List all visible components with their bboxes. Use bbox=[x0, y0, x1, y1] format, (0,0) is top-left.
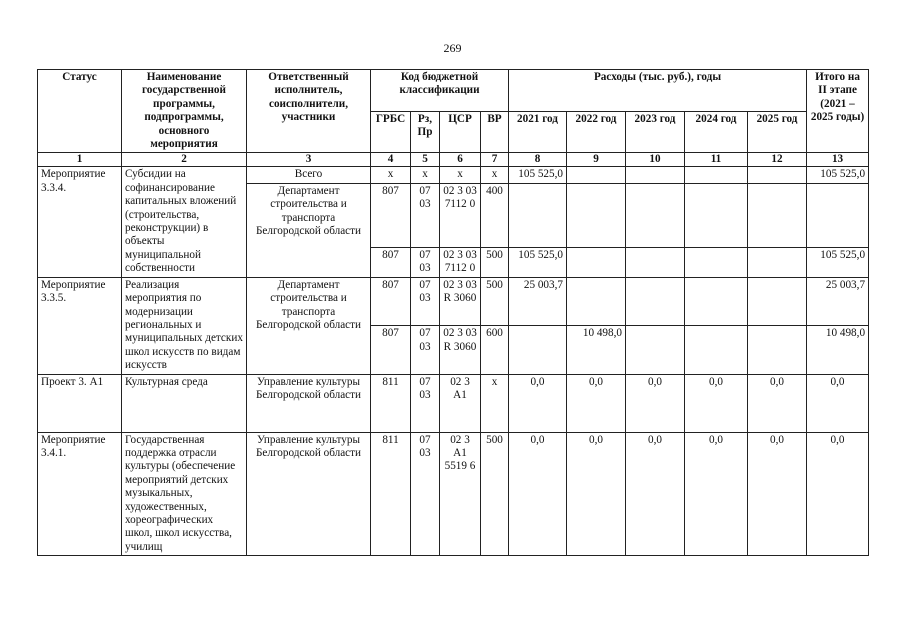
table-row bbox=[38, 167, 869, 183]
cell-rzpr: 07 03 bbox=[411, 183, 440, 247]
row-name: Субсидии на софинансирование капитальных вложений (строительства, реконструкции) в объекты муниципальной собственности bbox=[122, 167, 247, 277]
cell-rzpr: 07 03 bbox=[411, 277, 440, 325]
cell-2025 bbox=[748, 277, 807, 325]
header-rzpr: Рз, Пр bbox=[411, 111, 440, 153]
cell-csr: 02 3 03 7112 0 bbox=[440, 183, 481, 247]
cell-csr: 02 3 03 7112 0 bbox=[440, 247, 481, 277]
cell-csr: х bbox=[440, 167, 481, 183]
cell-2021: 105 525,0 bbox=[509, 167, 567, 183]
cell-grbs: 811 bbox=[371, 432, 411, 556]
cell-grbs: 807 bbox=[371, 326, 411, 374]
header-csr: ЦСР bbox=[440, 111, 481, 153]
header-2021: 2021 год bbox=[509, 111, 567, 153]
col-num: 7 bbox=[481, 153, 509, 167]
row-executor: Департамент строительства и транспорта Белгородской области bbox=[247, 183, 371, 277]
cell-2021: 105 525,0 bbox=[509, 247, 567, 277]
cell-total: 10 498,0 bbox=[807, 326, 869, 374]
col-num: 6 bbox=[440, 153, 481, 167]
header-budget-code: Код бюджетной классификации bbox=[371, 70, 509, 112]
cell-2025 bbox=[748, 183, 807, 247]
col-num: 4 bbox=[371, 153, 411, 167]
cell-vr: 600 bbox=[481, 326, 509, 374]
header-grbs: ГРБС bbox=[371, 111, 411, 153]
cell-2021: 0,0 bbox=[509, 432, 567, 556]
row-executor: Управление культуры Белгородской области bbox=[247, 432, 371, 556]
col-num: 12 bbox=[748, 153, 807, 167]
cell-2025: 0,0 bbox=[748, 432, 807, 556]
page-number: 269 bbox=[443, 41, 462, 55]
col-num: 13 bbox=[807, 153, 869, 167]
cell-rzpr: 07 03 bbox=[411, 326, 440, 374]
cell-2024 bbox=[685, 247, 748, 277]
cell-total: 0,0 bbox=[807, 432, 869, 556]
header-status: Статус bbox=[38, 70, 122, 153]
cell-vr: 500 bbox=[481, 277, 509, 325]
col-num: 5 bbox=[411, 153, 440, 167]
row-executor: Всего bbox=[247, 167, 371, 183]
cell-2021 bbox=[509, 183, 567, 247]
cell-grbs: 807 bbox=[371, 247, 411, 277]
table-row bbox=[38, 432, 869, 556]
cell-csr: 02 3 03 R 3060 bbox=[440, 326, 481, 374]
row-status: Проект 3. А1 bbox=[38, 374, 122, 432]
cell-2021: 25 003,7 bbox=[509, 277, 567, 325]
cell-vr: 500 bbox=[481, 247, 509, 277]
cell-2025: 0,0 bbox=[748, 374, 807, 432]
cell-vr: х bbox=[481, 374, 509, 432]
budget-table bbox=[37, 69, 869, 556]
cell-2021: 0,0 bbox=[509, 374, 567, 432]
row-name: Реализация мероприятия по модернизации региональных и муниципальных детских школ искусств по видам искусств bbox=[122, 277, 247, 374]
cell-2023 bbox=[626, 247, 685, 277]
cell-csr: 02 3 А1 bbox=[440, 374, 481, 432]
cell-csr: 02 3 03 R 3060 bbox=[440, 277, 481, 325]
cell-2022 bbox=[567, 277, 626, 325]
col-num: 10 bbox=[626, 153, 685, 167]
header-total: Итого на II этапе (2021 – 2025 годы) bbox=[807, 70, 869, 153]
cell-grbs: 807 bbox=[371, 277, 411, 325]
cell-total: 0,0 bbox=[807, 374, 869, 432]
cell-2023: 0,0 bbox=[626, 432, 685, 556]
cell-2024: 0,0 bbox=[685, 374, 748, 432]
header-2025: 2025 год bbox=[748, 111, 807, 153]
cell-2022: 0,0 bbox=[567, 432, 626, 556]
cell-vr: 500 bbox=[481, 432, 509, 556]
row-name: Культурная среда bbox=[122, 374, 247, 432]
cell-grbs: 811 bbox=[371, 374, 411, 432]
cell-2022 bbox=[567, 247, 626, 277]
col-num: 2 bbox=[122, 153, 247, 167]
table-row bbox=[38, 374, 869, 432]
cell-2025 bbox=[748, 167, 807, 183]
col-num: 9 bbox=[567, 153, 626, 167]
cell-2023: 0,0 bbox=[626, 374, 685, 432]
cell-grbs: 807 bbox=[371, 183, 411, 247]
cell-csr: 02 3 А1 5519 6 bbox=[440, 432, 481, 556]
row-executor: Департамент строительства и транспорта Белгородской области bbox=[247, 277, 371, 374]
header-row-1 bbox=[38, 70, 869, 112]
header-2023: 2023 год bbox=[626, 111, 685, 153]
row-status: Мероприятие 3.4.1. bbox=[38, 432, 122, 556]
cell-rzpr: 07 03 bbox=[411, 247, 440, 277]
row-name: Государственная поддержка отрасли культуры (обеспечение мероприятий детских музыкальных, художественных, хореографических школ, школ искусства, училищ bbox=[122, 432, 247, 556]
header-name: Наименование государственной программы, подпрограммы, основного мероприятия bbox=[122, 70, 247, 153]
cell-2024 bbox=[685, 167, 748, 183]
header-expenses: Расходы (тыс. руб.), годы bbox=[509, 70, 807, 112]
cell-2024: 0,0 bbox=[685, 432, 748, 556]
cell-2022 bbox=[567, 167, 626, 183]
col-num: 11 bbox=[685, 153, 748, 167]
cell-2024 bbox=[685, 277, 748, 325]
cell-vr: х bbox=[481, 167, 509, 183]
cell-2022: 10 498,0 bbox=[567, 326, 626, 374]
header-executor: Ответственный исполнитель, соисполнители, участники bbox=[247, 70, 371, 153]
cell-total: 25 003,7 bbox=[807, 277, 869, 325]
column-numbers-row bbox=[38, 153, 869, 167]
cell-total: 105 525,0 bbox=[807, 167, 869, 183]
cell-2022: 0,0 bbox=[567, 374, 626, 432]
cell-2023 bbox=[626, 183, 685, 247]
header-2024: 2024 год bbox=[685, 111, 748, 153]
col-num: 8 bbox=[509, 153, 567, 167]
cell-2024 bbox=[685, 183, 748, 247]
table-row bbox=[38, 277, 869, 325]
header-2022: 2022 год bbox=[567, 111, 626, 153]
row-status: Мероприятие 3.3.4. bbox=[38, 167, 122, 277]
cell-total bbox=[807, 183, 869, 247]
header-vr: ВР bbox=[481, 111, 509, 153]
row-status: Мероприятие 3.3.5. bbox=[38, 277, 122, 374]
cell-2023 bbox=[626, 326, 685, 374]
cell-2022 bbox=[567, 183, 626, 247]
cell-total: 105 525,0 bbox=[807, 247, 869, 277]
row-executor: Управление культуры Белгородской области bbox=[247, 374, 371, 432]
cell-grbs: х bbox=[371, 167, 411, 183]
col-num: 1 bbox=[38, 153, 122, 167]
cell-rzpr: 07 03 bbox=[411, 374, 440, 432]
cell-2021 bbox=[509, 326, 567, 374]
cell-2024 bbox=[685, 326, 748, 374]
cell-2025 bbox=[748, 326, 807, 374]
cell-vr: 400 bbox=[481, 183, 509, 247]
cell-2023 bbox=[626, 167, 685, 183]
cell-rzpr: х bbox=[411, 167, 440, 183]
cell-rzpr: 07 03 bbox=[411, 432, 440, 556]
cell-2023 bbox=[626, 277, 685, 325]
cell-2025 bbox=[748, 247, 807, 277]
col-num: 3 bbox=[247, 153, 371, 167]
